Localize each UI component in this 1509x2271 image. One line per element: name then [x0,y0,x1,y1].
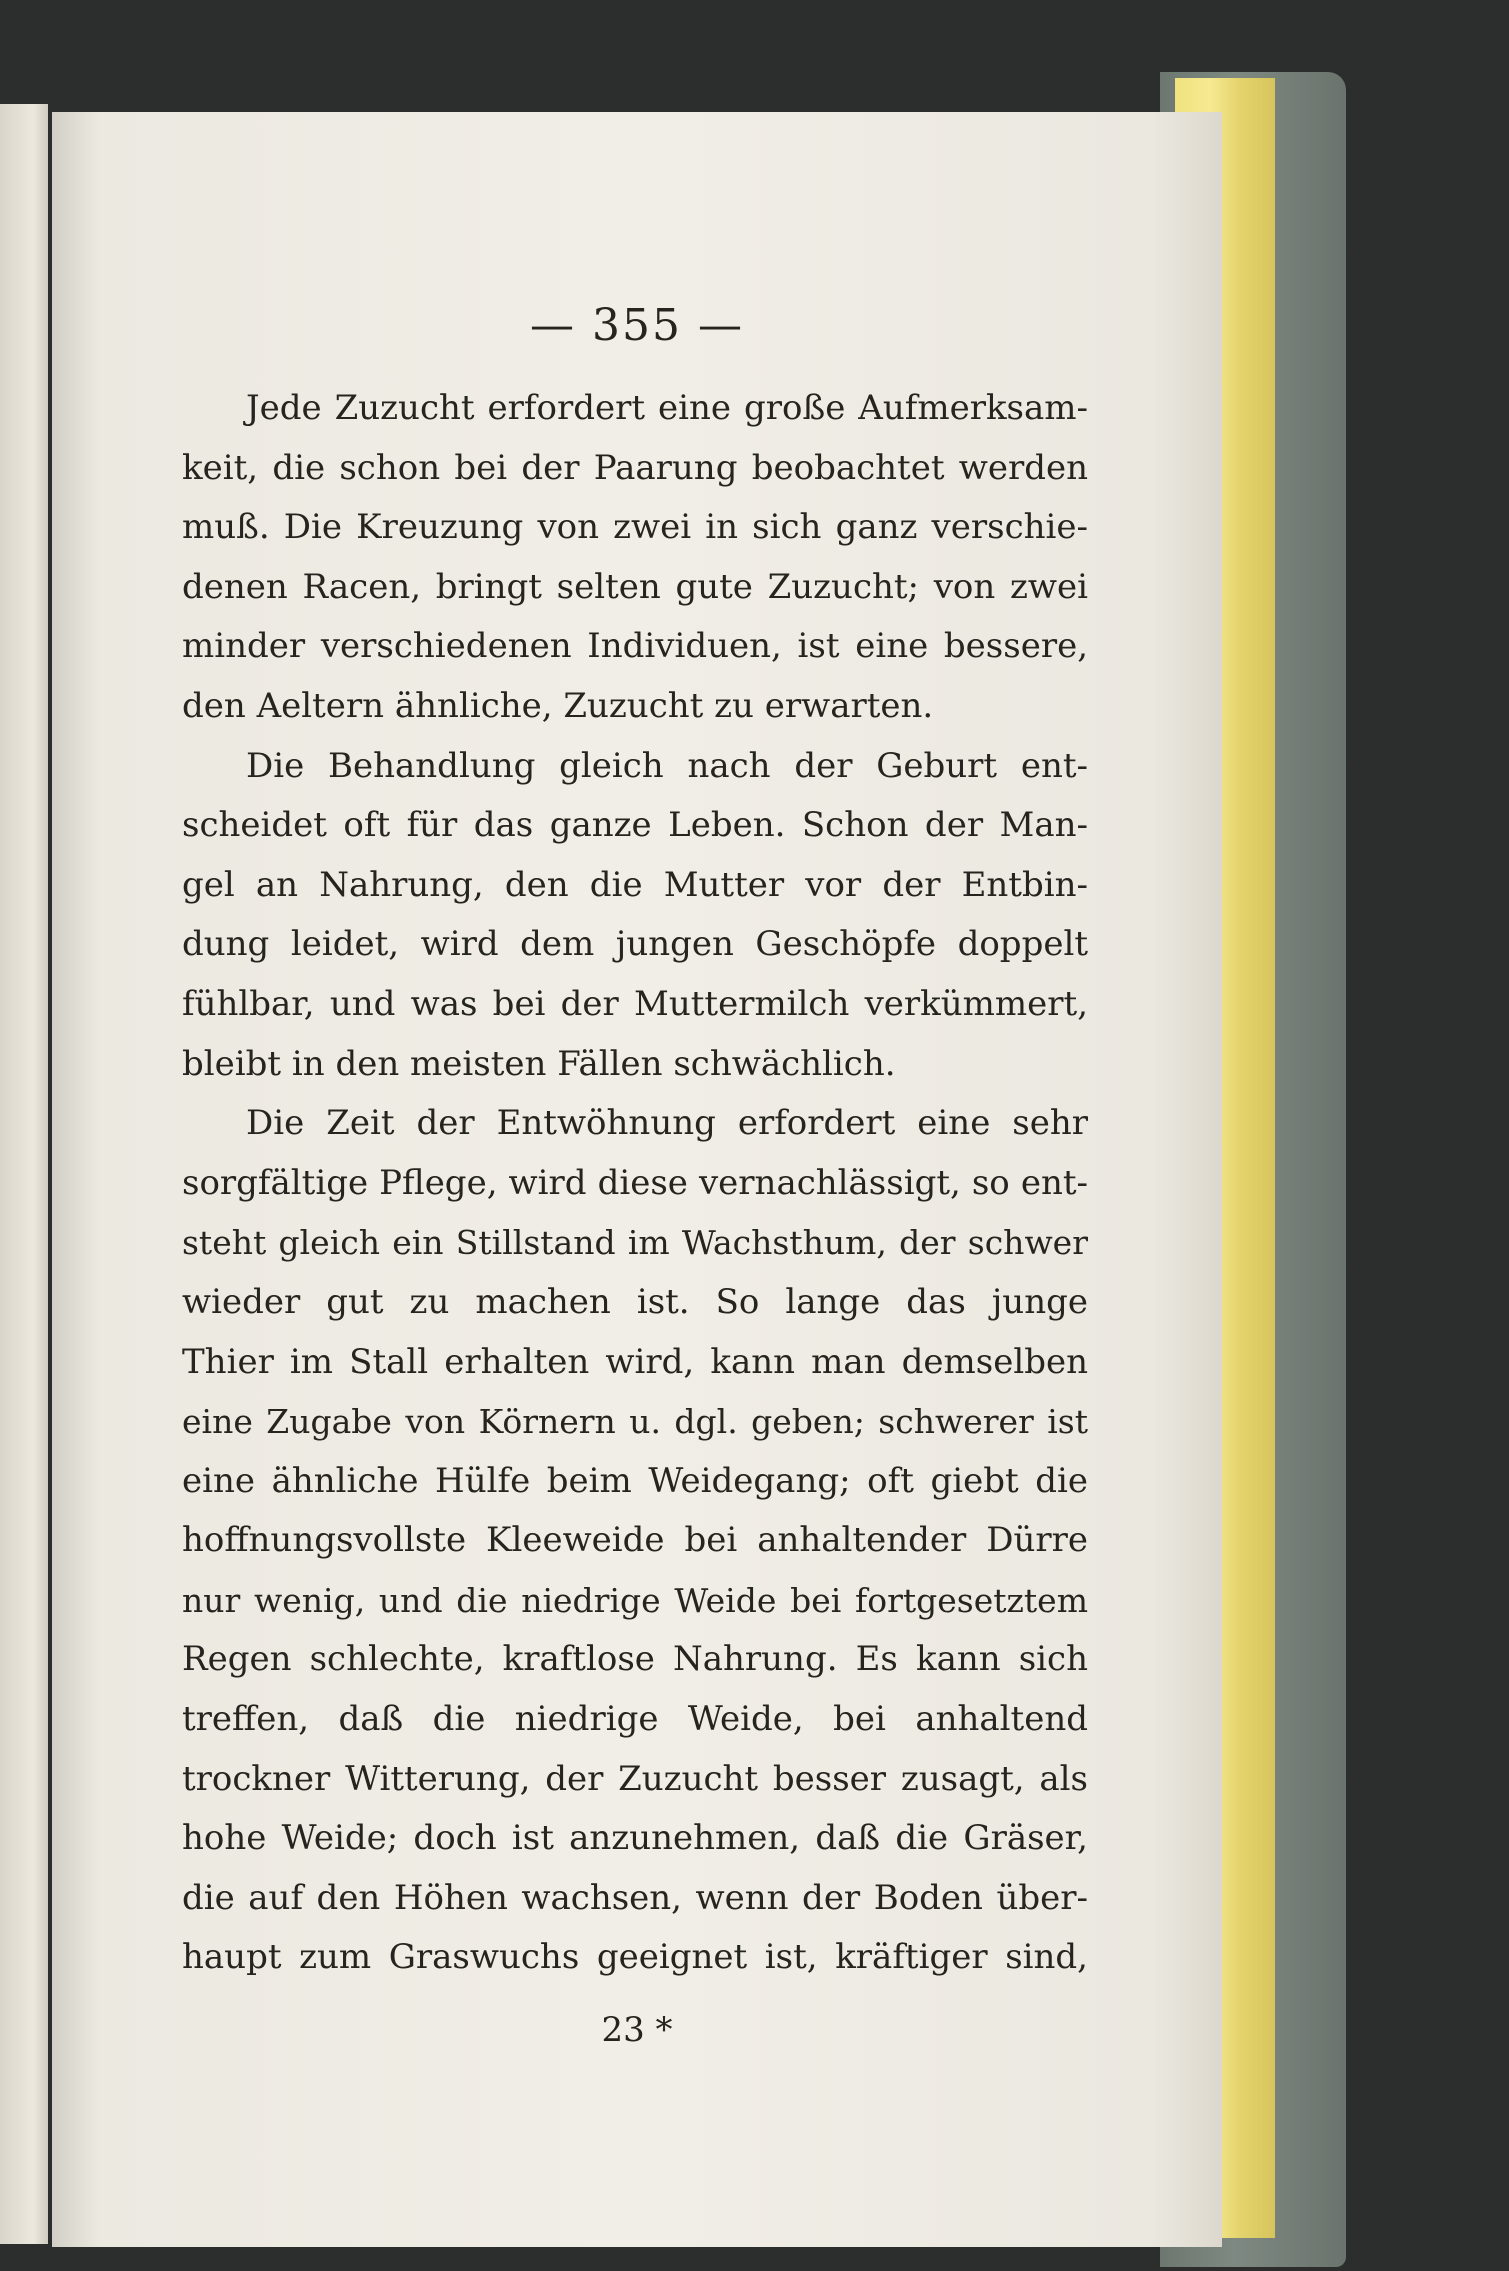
text-line: gel an Nahrung, den die Mutter vor der Entbin- [182,864,1088,905]
text-line: dung leidet, wird dem jungen Geschöpfe doppelt [182,924,1088,965]
text-line: hoffnungsvollste Kleeweide bei anhaltender Dürre [182,1520,1088,1561]
text-line: wieder gut zu machen ist. So lange das junge [182,1281,1088,1322]
text-line: Regen schlechte, kraftlose Nahrung. Es kann sich [182,1639,1088,1680]
text-line: scheidet oft für das ganze Leben. Schon der Man- [182,805,1088,846]
text-line: minder verschiedenen Individuen, ist eine bessere, [182,626,1088,667]
text-line: Die Behandlung gleich nach der Geburt ent- [246,745,1088,786]
text-line: den Aeltern ähnliche, Zuzucht zu erwarten. [182,685,934,726]
signature-mark: 23 * [601,2010,673,2050]
text-line: keit, die schon bei der Paarung beobachtet werden [182,447,1088,488]
text-line: steht gleich ein Stillstand im Wachsthum, der schwer [182,1223,1088,1263]
book-page [52,112,1222,2247]
page-header: — 355 — [530,300,744,351]
text-line: eine ähnliche Hülfe beim Weidegang; oft giebt die [182,1460,1088,1501]
text-line: treffen, daß die niedrige Weide, bei anhaltend [182,1699,1088,1740]
text-line: fühlbar, und was bei der Muttermilch verkümmert, [182,983,1088,1024]
body-text [182,379,1088,1988]
text-line: haupt zum Graswuchs geeignet ist, kräftiger sind, [182,1937,1088,1978]
text-line: muß. Die Kreuzung von zwei in sich ganz verschie- [182,507,1088,548]
text-line: nur wenig, und die niedrige Weide bei fortgesetztem [182,1580,1088,1620]
text-line: Thier im Stall erhalten wird, kann man demselben [182,1341,1088,1382]
text-line: Jede Zuzucht erfordert eine große Aufmerksam- [246,388,1088,428]
text-line: trockner Witterung, der Zuzucht besser zusagt, als [182,1758,1088,1799]
text-line: Die Zeit der Entwöhnung erfordert eine sehr [246,1103,1088,1144]
text-line: denen Racen, bringt selten gute Zuzucht; von zwei [182,566,1088,607]
text-line: eine Zugabe von Körnern u. dgl. geben; schwerer ist [182,1402,1088,1442]
text-line: sorgfältige Pflege, wird diese vernachlässigt, so ent- [182,1162,1088,1203]
left-page-edge [0,104,48,2244]
text-line: die auf den Höhen wachsen, wenn der Boden über- [182,1877,1088,1918]
text-line: hohe Weide; doch ist anzunehmen, daß die Gräser, [182,1818,1088,1859]
text-line: bleibt in den meisten Fällen schwächlich. [182,1043,896,1084]
